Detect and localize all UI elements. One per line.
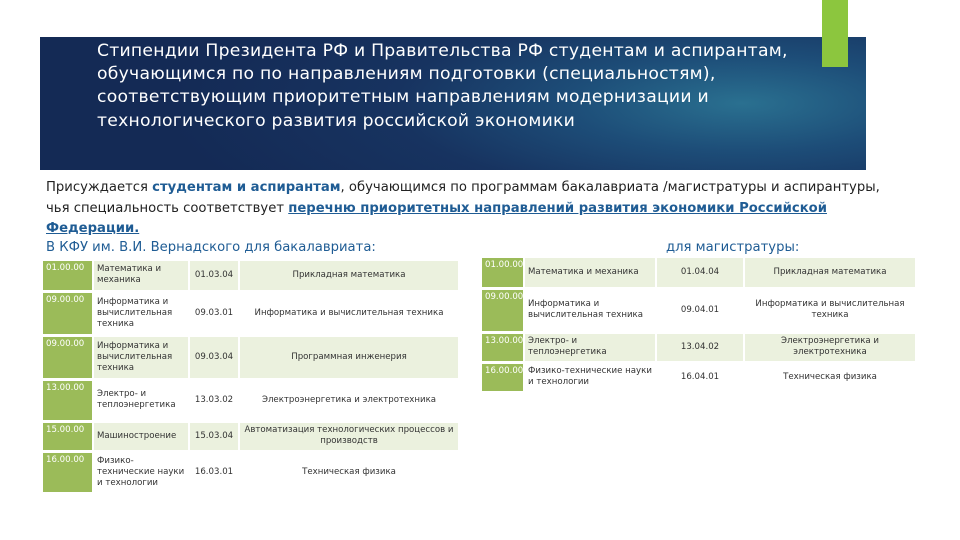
group-name-cell: Электро- и теплоэнергетика bbox=[524, 332, 656, 362]
intro-highlight: студентам и аспирантам bbox=[152, 180, 341, 195]
green-accent-bar bbox=[822, 0, 848, 67]
priority-directions-link[interactable]: перечню приоритетных направлений развития экономики Российской Федерации. bbox=[46, 200, 827, 236]
slide-title: Стипендии Президента РФ и Правительства РФ студентам и аспирантам, обучающимся по по направлениям подготовки (специальностям), соответствующим приоритетным направлениям модернизации и технологического развития российской экономики bbox=[97, 41, 788, 131]
group-name-cell: Информатика и вычислительная техника bbox=[93, 291, 189, 335]
bachelor-table-body bbox=[43, 261, 459, 493]
specialty-code-cell: 09.03.01 bbox=[189, 291, 239, 335]
group-code-cell: 01.00.00 bbox=[43, 261, 93, 291]
bachelor-table bbox=[43, 261, 460, 495]
group-name-cell: Математика и механика bbox=[93, 261, 189, 291]
group-code-cell: 09.00.00 bbox=[43, 335, 93, 379]
group-name-cell: Машиностроение bbox=[93, 421, 189, 451]
group-name-cell: Математика и механика bbox=[524, 258, 656, 288]
group-code-cell: 16.00.00 bbox=[482, 362, 524, 392]
specialty-code-cell: 15.03.04 bbox=[189, 421, 239, 451]
group-code-cell: 15.00.00 bbox=[43, 421, 93, 451]
table-row bbox=[43, 261, 459, 291]
specialty-code-cell: 16.04.01 bbox=[656, 362, 744, 392]
specialty-title-cell: Техническая физика bbox=[744, 362, 916, 392]
master-table bbox=[482, 258, 917, 394]
table-row bbox=[482, 288, 916, 332]
group-name-cell: Физико-технические науки и технологии bbox=[93, 451, 189, 493]
group-name-cell: Информатика и вычислительная техника bbox=[93, 335, 189, 379]
group-code-cell: 13.00.00 bbox=[43, 379, 93, 421]
table-row bbox=[43, 451, 459, 493]
specialty-title-cell: Программная инженерия bbox=[239, 335, 459, 379]
intro-paragraph bbox=[46, 178, 886, 240]
group-name-cell: Физико-технические науки и технологии bbox=[524, 362, 656, 392]
specialty-code-cell: 01.04.04 bbox=[656, 258, 744, 288]
group-name-cell: Электро- и теплоэнергетика bbox=[93, 379, 189, 421]
specialty-title-cell: Автоматизация технологических процессов и производств bbox=[239, 421, 459, 451]
table-row bbox=[43, 421, 459, 451]
group-code-cell: 16.00.00 bbox=[43, 451, 93, 493]
intro-prefix: Присуждается bbox=[46, 180, 153, 195]
table-row bbox=[482, 258, 916, 288]
specialty-code-cell: 13.03.02 bbox=[189, 379, 239, 421]
table-row bbox=[43, 379, 459, 421]
specialty-code-cell: 09.03.04 bbox=[189, 335, 239, 379]
table-row bbox=[482, 362, 916, 392]
bachelor-subtitle: В КФУ им. В.И. Вернадского для бакалавриата: bbox=[46, 240, 376, 255]
group-code-cell: 09.00.00 bbox=[43, 291, 93, 335]
specialty-title-cell: Информатика и вычислительная техника bbox=[239, 291, 459, 335]
group-code-cell: 01.00.00 bbox=[482, 258, 524, 288]
table-row bbox=[482, 332, 916, 362]
specialty-title-cell: Прикладная математика bbox=[239, 261, 459, 291]
master-subtitle: для магистратуры: bbox=[666, 240, 800, 255]
group-name-cell: Информатика и вычислительная техника bbox=[524, 288, 656, 332]
specialty-title-cell: Прикладная математика bbox=[744, 258, 916, 288]
group-code-cell: 09.00.00 bbox=[482, 288, 524, 332]
specialty-code-cell: 13.04.02 bbox=[656, 332, 744, 362]
specialty-code-cell: 01.03.04 bbox=[189, 261, 239, 291]
specialty-title-cell: Информатика и вычислительная техника bbox=[744, 288, 916, 332]
table-row bbox=[43, 335, 459, 379]
specialty-title-cell: Техническая физика bbox=[239, 451, 459, 493]
table-row bbox=[43, 291, 459, 335]
group-code-cell: 13.00.00 bbox=[482, 332, 524, 362]
specialty-code-cell: 16.03.01 bbox=[189, 451, 239, 493]
master-table-body bbox=[482, 258, 916, 392]
specialty-title-cell: Электроэнергетика и электротехника bbox=[239, 379, 459, 421]
specialty-title-cell: Электроэнергетика и электротехника bbox=[744, 332, 916, 362]
specialty-code-cell: 09.04.01 bbox=[656, 288, 744, 332]
intro-middle: , обучающимся по программам бакалавриата /магистратуры и аспирантуры, чья специальность соответствует bbox=[46, 180, 880, 216]
